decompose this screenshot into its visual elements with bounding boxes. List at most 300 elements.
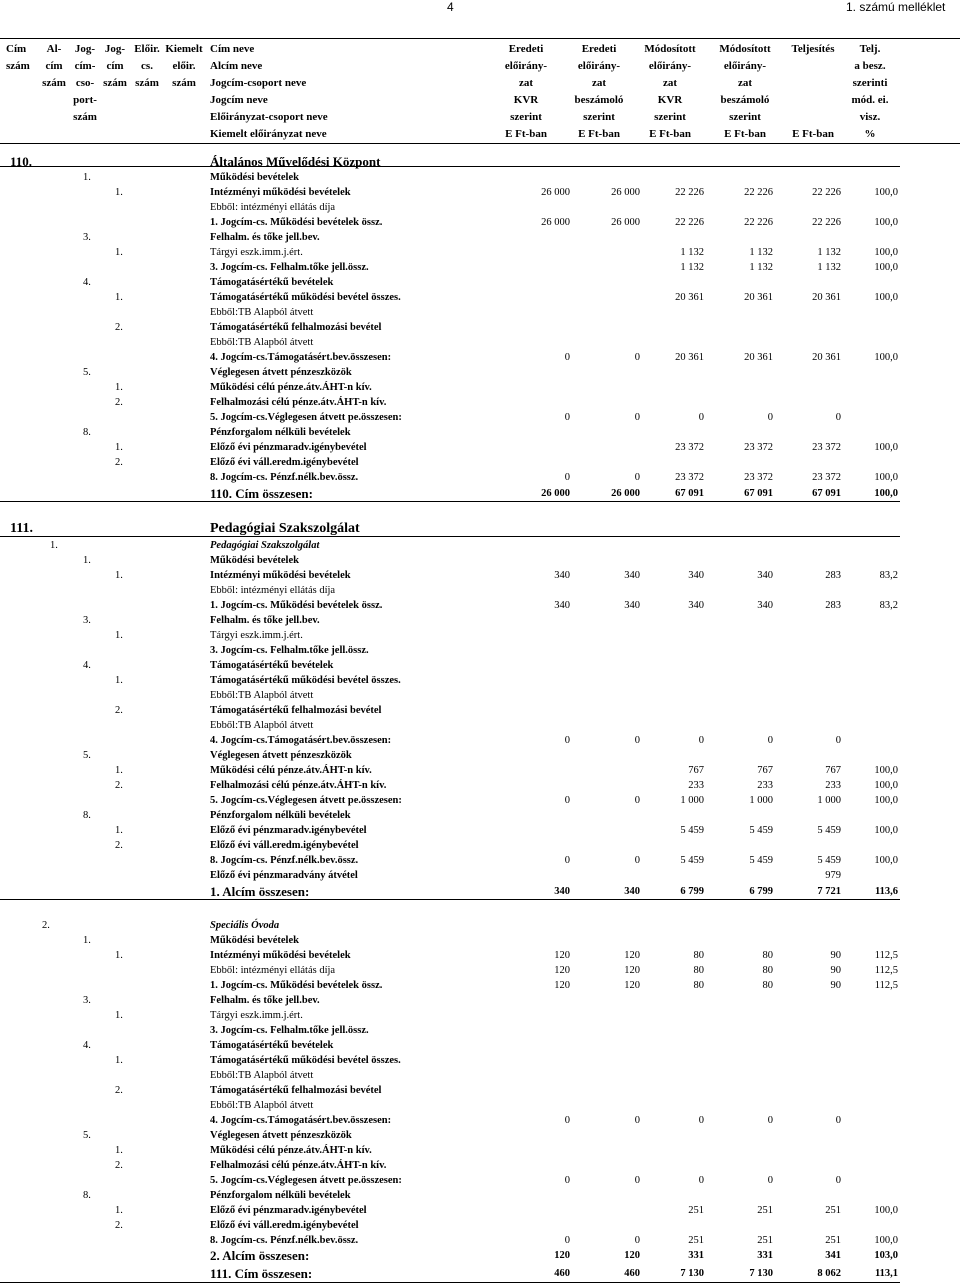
row-number: 3.: [83, 232, 91, 243]
row-value-col4: 5 459: [749, 825, 773, 836]
row-value-col3: 80: [693, 965, 704, 976]
row-value-col3: 80: [693, 980, 704, 991]
row-value-col2: 120: [624, 950, 640, 961]
row-value-col6: 113,1: [874, 1268, 898, 1279]
row-label: Ebből: intézményi ellátás díja: [210, 585, 336, 596]
header-line: előirány-: [723, 60, 767, 72]
table-row: [0, 703, 960, 718]
row-value-col3: 1 000: [680, 795, 704, 806]
header-line: Eredeti: [508, 43, 544, 55]
row-value-col4: 251: [757, 1205, 773, 1216]
row-value-col4: 251: [757, 1235, 773, 1246]
table-row: [0, 521, 960, 536]
row-value-col4: 22 226: [744, 217, 773, 228]
row-label: Tárgyi eszk.imm.j.ért.: [210, 630, 303, 641]
header-line: E Ft-ban: [792, 128, 834, 140]
row-label: 8. Jogcím-cs. Pénzf.nélk.bev.össz.: [210, 855, 359, 866]
row-label: 110. Cím összesen:: [210, 486, 313, 501]
row-label: Működési bevételek: [210, 555, 299, 566]
row-label: Pedagógiai Szakszolgálat: [210, 540, 320, 551]
section-divider: [0, 1282, 900, 1283]
row-value-col2: 0: [634, 412, 640, 423]
table-row: [0, 1113, 960, 1128]
row-value-col2: 120: [624, 965, 640, 976]
table-row: [0, 1203, 960, 1218]
table-row: [0, 763, 960, 778]
table-row: [0, 553, 960, 568]
annex-label: 1. számú melléklet: [846, 0, 946, 14]
row-value-col1: 340: [554, 886, 570, 897]
row-value-col6: 100,0: [874, 780, 898, 791]
row-label: Felhalmozási célú pénze.átv.ÁHT-n kív.: [210, 1160, 387, 1171]
row-value-col6: 100,0: [874, 262, 898, 273]
table-row: [0, 1023, 960, 1038]
row-number: 4.: [83, 660, 91, 671]
table-row: [0, 305, 960, 320]
row-label: Véglegesen átvett pénzeszközök: [210, 750, 352, 761]
table-row: [0, 1128, 960, 1143]
row-value-col1: 0: [564, 1175, 570, 1186]
header-line: cím: [106, 60, 124, 72]
row-value-col3: 7 130: [680, 1268, 704, 1279]
table-row: [0, 1098, 960, 1113]
row-value-col5: 5 459: [817, 825, 841, 836]
row-value-col4: 0: [767, 1175, 773, 1186]
row-label: 3. Jogcím-cs. Felhalm.tőke jell.össz.: [210, 262, 369, 273]
table-row: [0, 658, 960, 673]
row-number: 4.: [83, 1040, 91, 1051]
header-line: szám: [172, 77, 196, 89]
row-value-col4: 331: [757, 1250, 773, 1261]
row-value-col4: 23 372: [744, 442, 773, 453]
row-value-col2: 26 000: [611, 187, 640, 198]
row-label: Pedagógiai Szakszolgálat: [210, 521, 360, 536]
header-line: Telj.: [859, 43, 881, 55]
row-value-col3: 67 091: [675, 488, 704, 499]
row-number: 5.: [83, 1130, 91, 1141]
row-value-col5: 90: [830, 950, 841, 961]
row-label: Felhalmozási célú pénze.átv.ÁHT-n kív.: [210, 397, 387, 408]
row-label: Felhalm. és tőke jell.bev.: [210, 615, 320, 626]
row-value-col1: 460: [554, 1268, 570, 1279]
row-number: 2.: [115, 840, 123, 851]
row-value-col6: 100,0: [874, 795, 898, 806]
row-value-col1: 0: [564, 735, 570, 746]
table-row: [0, 673, 960, 688]
header-line: Módosított: [644, 43, 696, 55]
table-row: [0, 838, 960, 853]
row-value-col5: 22 226: [812, 217, 841, 228]
row-label: Ebből: intézményi ellátás díja: [210, 202, 336, 213]
header-line: zat: [591, 77, 607, 89]
row-value-col1: 0: [564, 352, 570, 363]
row-number: 1.: [83, 172, 91, 183]
row-label: Intézményi működési bevételek: [210, 187, 351, 198]
row-value-col6: 100,0: [874, 442, 898, 453]
row-number: 5.: [83, 367, 91, 378]
row-number: 110.: [10, 154, 33, 169]
table-row: [0, 1173, 960, 1188]
row-number: 1.: [115, 247, 123, 258]
header-line: Előirányzat-csoport neve: [210, 111, 328, 123]
row-number: 1.: [115, 382, 123, 393]
header-line: zat: [518, 77, 534, 89]
row-label: 3. Jogcím-cs. Felhalm.tőke jell.össz.: [210, 1025, 369, 1036]
row-value-col5: 22 226: [812, 187, 841, 198]
row-value-col4: 67 091: [744, 488, 773, 499]
table-row: [0, 245, 960, 260]
row-number: 1.: [115, 1055, 123, 1066]
header-line: Jog-: [74, 43, 96, 55]
table-row: [0, 365, 960, 380]
header-line: a besz.: [854, 60, 886, 72]
header-line: Cím: [6, 43, 27, 55]
row-label: Előző évi váll.eredm.igénybevétel: [210, 457, 359, 468]
row-label: 111. Cím összesen:: [210, 1266, 313, 1281]
row-value-col5: 251: [825, 1205, 841, 1216]
row-value-col3: 23 372: [675, 472, 704, 483]
row-value-col3: 80: [693, 950, 704, 961]
header-line: Eredeti: [581, 43, 617, 55]
row-value-col6: 112,5: [874, 965, 898, 976]
row-value-col5: 979: [825, 870, 841, 881]
table-row: [0, 808, 960, 823]
header-line: E Ft-ban: [505, 128, 547, 140]
table-row: [0, 778, 960, 793]
row-value-col5: 8 062: [817, 1268, 841, 1279]
section-divider: [0, 501, 900, 502]
row-number: 1.: [115, 630, 123, 641]
section-divider: [0, 899, 900, 900]
row-value-col4: 20 361: [744, 352, 773, 363]
row-label: Előző évi pénzmaradv.igénybevétel: [210, 825, 367, 836]
row-number: 1.: [83, 555, 91, 566]
row-value-col6: 100,0: [874, 765, 898, 776]
header-line: Előir.: [134, 43, 160, 55]
row-value-col1: 0: [564, 795, 570, 806]
table-row: [0, 1053, 960, 1068]
row-value-col6: 103,0: [874, 1250, 898, 1261]
table-row: [0, 583, 960, 598]
row-value-col4: 80: [762, 950, 773, 961]
table-row: [0, 853, 960, 868]
row-number: 2.: [115, 1085, 123, 1096]
row-value-col1: 120: [554, 1250, 570, 1261]
row-value-col1: 0: [564, 472, 570, 483]
row-number: 1.: [115, 1205, 123, 1216]
row-value-col6: 100,0: [874, 825, 898, 836]
row-label: 4. Jogcím-cs.Támogatásért.bev.összesen:: [210, 735, 392, 746]
row-label: Működési célú pénze.átv.ÁHT-n kív.: [210, 1145, 372, 1156]
row-label: 1. Jogcím-cs. Működési bevételek össz.: [210, 980, 383, 991]
table-row: [0, 963, 960, 978]
row-label: Támogatásértékű bevételek: [210, 1040, 334, 1051]
header-line: beszámoló: [574, 94, 624, 106]
header-line: KVR: [657, 94, 683, 106]
table-row: [0, 568, 960, 583]
row-value-col4: 233: [757, 780, 773, 791]
row-value-col2: 0: [634, 1235, 640, 1246]
table-row: [0, 380, 960, 395]
table-row: [0, 440, 960, 455]
row-value-col4: 6 799: [749, 886, 773, 897]
table-row: [0, 748, 960, 763]
row-number: 2.: [115, 322, 123, 333]
header-line: zat: [737, 77, 753, 89]
row-label: Tárgyi eszk.imm.j.ért.: [210, 247, 303, 258]
row-value-col6: 100,0: [874, 352, 898, 363]
row-value-col2: 0: [634, 795, 640, 806]
table-row: [0, 1008, 960, 1023]
row-value-col4: 0: [767, 1115, 773, 1126]
row-value-col6: 100,0: [874, 217, 898, 228]
row-value-col5: 5 459: [817, 855, 841, 866]
row-value-col2: 0: [634, 352, 640, 363]
table-row: [0, 425, 960, 440]
row-label: Ebből:TB Alapból átvett: [210, 1070, 314, 1081]
row-value-col3: 20 361: [675, 352, 704, 363]
table-row: [0, 868, 960, 883]
header-line: %: [864, 128, 876, 140]
row-value-col4: 20 361: [744, 292, 773, 303]
row-value-col4: 5 459: [749, 855, 773, 866]
row-value-col5: 251: [825, 1235, 841, 1246]
row-value-col1: 340: [554, 600, 570, 611]
table-row: [0, 410, 960, 425]
row-label: Támogatásértékű működési bevétel összes.: [210, 1055, 401, 1066]
row-value-col5: 7 721: [817, 886, 841, 897]
table-row: [0, 538, 960, 553]
header-line: Jogcím neve: [210, 94, 268, 106]
row-value-col5: 23 372: [812, 442, 841, 453]
header-line: E Ft-ban: [649, 128, 691, 140]
row-number: 2.: [42, 920, 50, 931]
row-value-col5: 767: [825, 765, 841, 776]
row-value-col6: 112,5: [874, 950, 898, 961]
table-row: [0, 718, 960, 733]
row-value-col3: 5 459: [680, 855, 704, 866]
row-value-col1: 0: [564, 1115, 570, 1126]
header-line: szám: [73, 111, 97, 123]
row-label: 1. Jogcím-cs. Működési bevételek össz.: [210, 217, 383, 228]
header-line: cso-: [75, 77, 95, 89]
section-divider: [0, 536, 900, 537]
row-label: Ebből:TB Alapból átvett: [210, 1100, 314, 1111]
row-value-col5: 0: [835, 1115, 841, 1126]
table-row: [0, 598, 960, 613]
header-line: szerint: [729, 111, 761, 123]
row-value-col2: 0: [634, 855, 640, 866]
header-line: cs.: [141, 60, 153, 72]
header-line: Alcím neve: [210, 60, 263, 72]
row-value-col4: 340: [757, 600, 773, 611]
table-row: [0, 455, 960, 470]
row-value-col3: 6 799: [680, 886, 704, 897]
row-number: 1.: [115, 292, 123, 303]
row-label: Speciális Óvoda: [210, 920, 280, 931]
row-label: Támogatásértékű felhalmozási bevétel: [210, 705, 382, 716]
row-number: 2.: [115, 1160, 123, 1171]
row-value-col3: 20 361: [675, 292, 704, 303]
row-value-col6: 100,0: [874, 1235, 898, 1246]
row-number: 5.: [83, 750, 91, 761]
row-value-col1: 26 000: [541, 488, 570, 499]
row-label: Ebből:TB Alapból átvett: [210, 307, 314, 318]
row-number: 1.: [115, 570, 123, 581]
table-row: [0, 643, 960, 658]
row-number: 8.: [83, 427, 91, 438]
section-divider: [0, 166, 900, 167]
row-label: 8. Jogcím-cs. Pénzf.nélk.bev.össz.: [210, 472, 359, 483]
table-row: [0, 613, 960, 628]
table-row: [0, 733, 960, 748]
header-line: szám: [6, 60, 30, 72]
header-line: szerinti: [852, 77, 888, 89]
row-value-col3: 233: [688, 780, 704, 791]
row-value-col4: 7 130: [749, 1268, 773, 1279]
row-value-col5: 0: [835, 735, 841, 746]
table-row: [0, 884, 960, 899]
header-line: Jogcím-csoport neve: [210, 77, 307, 89]
row-value-col5: 233: [825, 780, 841, 791]
row-value-col5: 90: [830, 980, 841, 991]
row-value-col2: 120: [624, 1250, 640, 1261]
row-label: Általános Művelődési Központ: [210, 154, 381, 169]
table-row: [0, 470, 960, 485]
header-line: zat: [662, 77, 678, 89]
header-line: szám: [103, 77, 127, 89]
row-value-col3: 1 132: [680, 247, 704, 258]
table-row: [0, 978, 960, 993]
row-label: Működési célú pénze.átv.ÁHT-n kív.: [210, 382, 372, 393]
row-label: 4. Jogcím-cs.Támogatásért.bev.összesen:: [210, 352, 392, 363]
row-number: 3.: [83, 995, 91, 1006]
row-number: 1.: [115, 950, 123, 961]
header-line: szám: [135, 77, 159, 89]
row-value-col3: 251: [688, 1205, 704, 1216]
row-label: Ebből:TB Alapból átvett: [210, 690, 314, 701]
table-row: [0, 230, 960, 245]
row-label: Támogatásértékű felhalmozási bevétel: [210, 322, 382, 333]
row-value-col1: 0: [564, 855, 570, 866]
row-number: 3.: [83, 615, 91, 626]
row-value-col1: 120: [554, 950, 570, 961]
row-number: 1.: [83, 935, 91, 946]
row-number: 1.: [115, 187, 123, 198]
row-label: 5. Jogcím-cs.Véglegesen átvett pe.összesen:: [210, 795, 402, 806]
header-line: Jog-: [104, 43, 126, 55]
row-value-col5: 0: [835, 412, 841, 423]
row-label: Ebből:TB Alapból átvett: [210, 720, 314, 731]
row-value-col2: 340: [624, 600, 640, 611]
row-value-col5: 283: [825, 600, 841, 611]
row-number: 2.: [115, 397, 123, 408]
table-row: [0, 1083, 960, 1098]
row-label: 5. Jogcím-cs.Véglegesen átvett pe.összesen:: [210, 412, 402, 423]
header-line: mód. ei.: [851, 94, 889, 106]
row-label: 5. Jogcím-cs.Véglegesen átvett pe.összesen:: [210, 1175, 402, 1186]
row-value-col1: 26 000: [541, 217, 570, 228]
table-row: [0, 1158, 960, 1173]
row-label: Pénzforgalom nélküli bevételek: [210, 1190, 351, 1201]
table-row: [0, 335, 960, 350]
row-value-col4: 1 000: [749, 795, 773, 806]
row-value-col1: 120: [554, 980, 570, 991]
row-value-col2: 0: [634, 735, 640, 746]
row-value-col6: 100,0: [874, 488, 898, 499]
row-value-col3: 22 226: [675, 187, 704, 198]
row-value-col6: 100,0: [874, 1205, 898, 1216]
row-label: Támogatásértékű működési bevétel összes.: [210, 675, 401, 686]
row-label: Támogatásértékű felhalmozási bevétel: [210, 1085, 382, 1096]
row-value-col3: 340: [688, 600, 704, 611]
header-line: Módosított: [719, 43, 771, 55]
row-value-col4: 0: [767, 735, 773, 746]
row-value-col5: 1 000: [817, 795, 841, 806]
row-value-col6: 100,0: [874, 472, 898, 483]
header-line: előir.: [172, 60, 196, 72]
table-row: [0, 628, 960, 643]
row-number: 8.: [83, 1190, 91, 1201]
header-line: előirány-: [577, 60, 621, 72]
row-number: 2.: [115, 780, 123, 791]
row-value-col6: 113,6: [874, 886, 898, 897]
row-value-col2: 340: [624, 886, 640, 897]
row-value-col5: 1 132: [817, 247, 841, 258]
header-line: Teljesítés: [791, 43, 835, 55]
table-row: [0, 486, 960, 501]
table-row: [0, 320, 960, 335]
header-line: cím: [45, 60, 63, 72]
row-label: Felhalm. és tőke jell.bev.: [210, 232, 320, 243]
row-value-col4: 0: [767, 412, 773, 423]
row-value-col3: 22 226: [675, 217, 704, 228]
row-value-col3: 251: [688, 1235, 704, 1246]
row-label: Tárgyi eszk.imm.j.ért.: [210, 1010, 303, 1021]
row-value-col5: 283: [825, 570, 841, 581]
row-value-col4: 22 226: [744, 187, 773, 198]
header-line: port-: [73, 94, 97, 106]
row-label: Működési célú pénze.átv.ÁHT-n kív.: [210, 765, 372, 776]
header-line: beszámoló: [720, 94, 770, 106]
table-row: [0, 1188, 960, 1203]
row-value-col4: 1 132: [749, 262, 773, 273]
row-number: 1.: [115, 765, 123, 776]
row-value-col6: 100,0: [874, 247, 898, 258]
table-row: [0, 1143, 960, 1158]
row-number: 111.: [10, 521, 33, 536]
table-row: [0, 1218, 960, 1233]
header-line: visz.: [859, 111, 881, 123]
table-row: [0, 395, 960, 410]
row-number: 4.: [83, 277, 91, 288]
header-line: cím-: [74, 60, 96, 72]
row-number: 1.: [115, 442, 123, 453]
row-number: 1.: [115, 675, 123, 686]
table-row: [0, 823, 960, 838]
row-label: Működési bevételek: [210, 172, 299, 183]
header-line: E Ft-ban: [724, 128, 766, 140]
header-line: Al-: [46, 43, 62, 55]
row-label: 3. Jogcím-cs. Felhalm.tőke jell.össz.: [210, 645, 369, 656]
row-value-col2: 0: [634, 472, 640, 483]
header-line: Cím neve: [210, 43, 255, 55]
row-value-col2: 0: [634, 1115, 640, 1126]
table-row: [0, 688, 960, 703]
row-label: Intézményi működési bevételek: [210, 570, 351, 581]
row-label: Előző évi pénzmaradvány átvétel: [210, 870, 358, 881]
row-value-col6: 100,0: [874, 855, 898, 866]
